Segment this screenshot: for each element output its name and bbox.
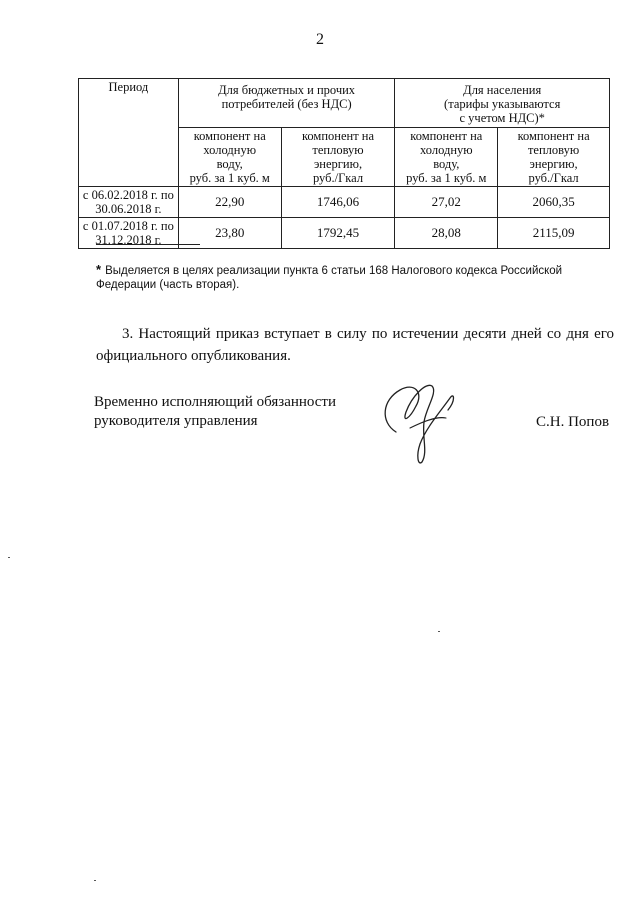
header-population-line: Для населения bbox=[463, 83, 542, 97]
subheader-cold-water bbox=[395, 128, 498, 187]
scan-speck bbox=[94, 880, 96, 881]
header-population bbox=[395, 79, 610, 128]
period-line: с 01.07.2018 г. по bbox=[82, 219, 174, 233]
footnote-text: Выделяется в целях реализации пункта 6 статьи 168 Налогового кодекса Российской Федерации (часть вторая). bbox=[96, 265, 563, 291]
header-population-line: с учетом НДС)* bbox=[459, 111, 545, 125]
subheader-cold-water bbox=[178, 128, 281, 187]
signatory-position bbox=[94, 393, 374, 431]
subheader-line: воду, bbox=[216, 157, 243, 171]
subheader-line: руб. за 1 куб. м bbox=[406, 171, 487, 185]
subheader-line: тепловую bbox=[312, 143, 364, 157]
header-population-line: (тарифы указываются bbox=[444, 97, 561, 111]
value-cell: 1792,45 bbox=[281, 218, 395, 249]
signatory-name: С.Н. Попов bbox=[536, 414, 610, 430]
footnote-marker: * bbox=[96, 262, 102, 277]
footnote-divider bbox=[96, 244, 200, 245]
subheader-line: энергию, bbox=[529, 157, 578, 171]
signatory-position-line: Временно исполняющий обязанности bbox=[94, 394, 337, 410]
value-cell: 22,90 bbox=[178, 187, 281, 218]
header-period: Период bbox=[79, 79, 179, 187]
subheader-line: руб. за 1 куб. м bbox=[189, 171, 270, 185]
period-line: с 06.02.2018 г. по bbox=[82, 188, 174, 202]
scan-speck bbox=[438, 631, 440, 632]
subheader-line: холодную bbox=[419, 143, 473, 157]
value-cell: 1746,06 bbox=[281, 187, 395, 218]
table-header-row bbox=[79, 79, 610, 128]
order-paragraph: 3. Настоящий приказ вступает в силу по истечении десяти дней со дня его официального опубликования. bbox=[96, 326, 614, 364]
value-cell: 2115,09 bbox=[498, 218, 610, 249]
scan-speck bbox=[8, 557, 10, 558]
tariff-table bbox=[78, 78, 610, 249]
header-budget-consumers: Для бюджетных и прочих потребителей (без НДС) bbox=[178, 79, 395, 128]
subheader-line: воду, bbox=[433, 157, 460, 171]
subheader-line: руб./Гкал bbox=[528, 171, 579, 185]
subheader-line: компонент на bbox=[193, 129, 266, 143]
table-row bbox=[79, 187, 610, 218]
period-line: 30.06.2018 г. bbox=[95, 202, 162, 216]
subheader-line: компонент на bbox=[301, 129, 375, 143]
footnote bbox=[96, 263, 614, 292]
value-cell: 28,08 bbox=[395, 218, 498, 249]
value-cell: 27,02 bbox=[395, 187, 498, 218]
value-cell: 2060,35 bbox=[498, 187, 610, 218]
subheader-line: энергию, bbox=[313, 157, 363, 171]
subheader-line: тепловую bbox=[527, 143, 580, 157]
subheader-line: руб./Гкал bbox=[312, 171, 364, 185]
subheader-heat-energy bbox=[281, 128, 395, 187]
value-cell: 23,80 bbox=[178, 218, 281, 249]
subheader-heat-energy bbox=[498, 128, 610, 187]
page-number: 2 bbox=[316, 31, 324, 48]
period-cell bbox=[79, 187, 179, 218]
handwritten-signature bbox=[366, 372, 466, 468]
signatory-position-line: руководителя управления bbox=[94, 413, 258, 429]
subheader-line: компонент на bbox=[410, 129, 483, 143]
period-line: 31.12.2018 г. bbox=[95, 233, 162, 247]
subheader-line: компонент на bbox=[517, 129, 590, 143]
subheader-line: холодную bbox=[203, 143, 257, 157]
